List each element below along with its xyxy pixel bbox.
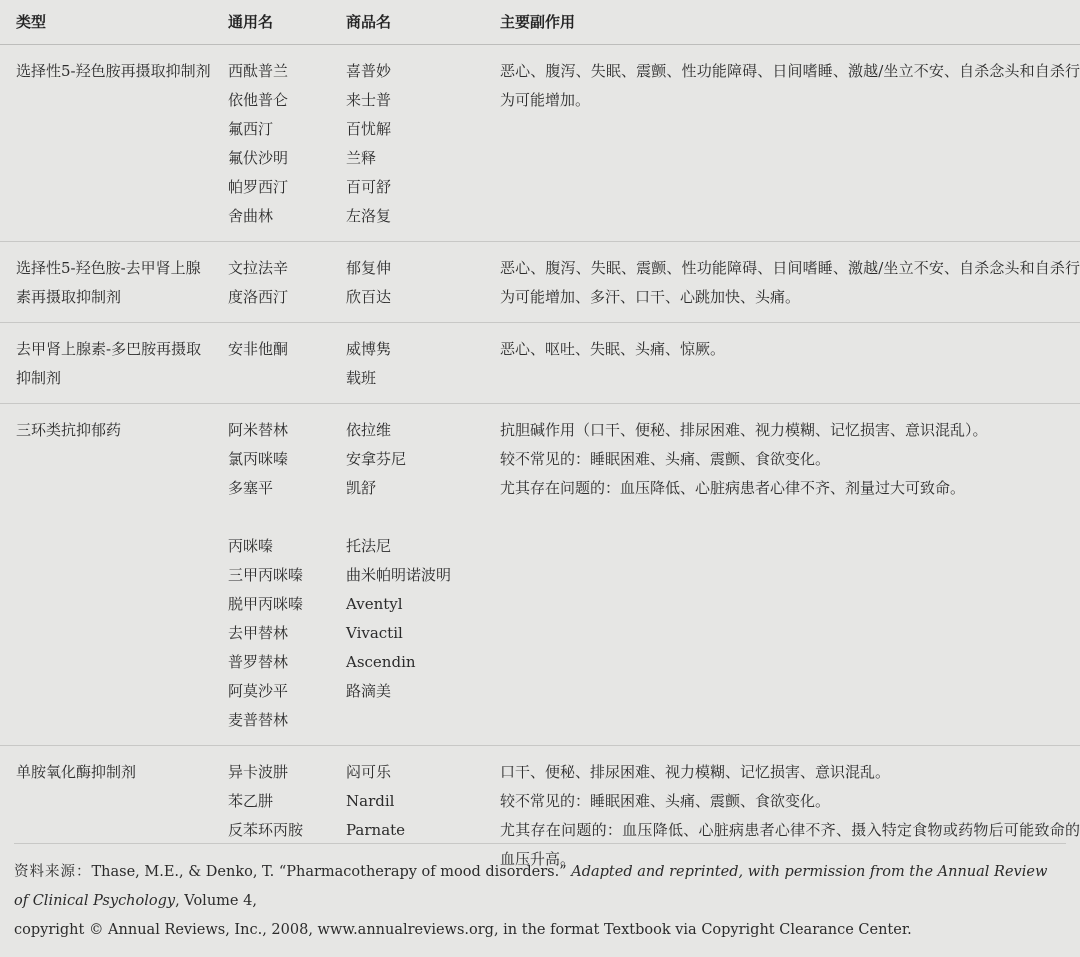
generic-name: 三甲丙咪嗪 bbox=[228, 566, 304, 584]
drug-type: 去甲肾上腺素-多巴胺再摄取抑制剂 bbox=[0, 323, 228, 404]
brand-name: 路滴美 bbox=[346, 682, 392, 700]
brand-name bbox=[346, 503, 500, 532]
brand-name-cell bbox=[346, 242, 500, 323]
brand-name: 曲米帕明诺波明 bbox=[346, 566, 452, 584]
source-label: 资料来源： bbox=[14, 864, 92, 880]
generic-name: 文拉法辛 bbox=[228, 259, 289, 277]
brand-name: 闷可乐 bbox=[346, 763, 392, 781]
side-effects-cell bbox=[500, 323, 1080, 404]
side-effect-text: 较不常见的：睡眠困难、头痛、震颤、食欲变化。 bbox=[500, 792, 831, 810]
side-effect-text: 恶心、呕吐、失眠、头痛、惊厥。 bbox=[500, 340, 726, 358]
drug-type: 三环类抗抑郁药 bbox=[0, 404, 228, 746]
source-footer bbox=[14, 843, 1066, 945]
brand-name: 百忧解 bbox=[346, 120, 392, 138]
side-effects-cell bbox=[500, 242, 1080, 323]
brand-name: 左洛复 bbox=[346, 207, 392, 225]
table-row bbox=[0, 323, 1080, 404]
brand-name: 安拿芬尼 bbox=[346, 450, 407, 468]
drug-type: 选择性5-羟色胺-去甲肾上腺素再摄取抑制剂 bbox=[0, 242, 228, 323]
generic-name: 阿莫沙平 bbox=[228, 682, 289, 700]
side-effects-cell bbox=[500, 45, 1080, 242]
brand-name: Parnate bbox=[346, 821, 406, 839]
citation-text: Thase, M.E., & Denko, T. “Pharmacotherapy of mood disorders.” bbox=[91, 864, 567, 880]
side-effect-text: 口干、便秘、排尿困难、视力模糊、记忆损害、意识混乱。 bbox=[500, 763, 891, 781]
brand-name: 托法尼 bbox=[346, 537, 392, 555]
generic-name: 反苯环丙胺 bbox=[228, 821, 304, 839]
table-row bbox=[0, 404, 1080, 746]
brand-name: 百可舒 bbox=[346, 178, 392, 196]
generic-name: 西酞普兰 bbox=[228, 62, 289, 80]
drug-type: 单胺氧化酶抑制剂 bbox=[0, 746, 228, 885]
brand-name: 喜普妙 bbox=[346, 62, 392, 80]
generic-name: 麦普替林 bbox=[228, 711, 289, 729]
brand-name: 凯舒 bbox=[346, 479, 377, 497]
generic-name: 依他普仑 bbox=[228, 91, 289, 109]
side-effect-text: 恶心、腹泻、失眠、震颤、性功能障碍、日间嗜睡、激越/坐立不安、自杀念头和自杀行为可能增加、多汗、口干、心跳加快、头痛。 bbox=[500, 259, 1080, 306]
generic-name: 丙咪嗪 bbox=[228, 537, 274, 555]
generic-name-cell bbox=[228, 404, 346, 746]
citation-volume: , Volume 4, bbox=[175, 893, 257, 909]
generic-name: 安非他酮 bbox=[228, 340, 289, 358]
side-effect-text: 较不常见的：睡眠困难、头痛、震颤、食欲变化。 bbox=[500, 450, 831, 468]
generic-name: 去甲替林 bbox=[228, 624, 289, 642]
brand-name-cell bbox=[346, 404, 500, 746]
table-header-row bbox=[0, 0, 1080, 45]
brand-name: 来士普 bbox=[346, 91, 392, 109]
table-row bbox=[0, 242, 1080, 323]
brand-name: Vivactil bbox=[346, 624, 403, 642]
generic-name-cell bbox=[228, 323, 346, 404]
header-generic-name: 通用名 bbox=[228, 0, 346, 45]
copyright-line: copyright © Annual Reviews, Inc., 2008, www.annualreviews.org, in the format Textbook via Copyright Clearance Center. bbox=[14, 922, 912, 938]
brand-name: 欣百达 bbox=[346, 288, 392, 306]
generic-name-cell bbox=[228, 242, 346, 323]
side-effect-text: 尤其存在问题的：血压降低、心脏病患者心律不齐、摄入特定食物或药物后可能致命的血压升高。 bbox=[500, 821, 1080, 868]
drug-type: 选择性5-羟色胺再摄取抑制剂 bbox=[16, 62, 211, 80]
brand-name-cell bbox=[346, 323, 500, 404]
side-effect-text: 抗胆碱作用（口干、便秘、排尿困难、视力模糊、记忆损害、意识混乱）。 bbox=[500, 421, 988, 439]
header-brand-name: 商品名 bbox=[346, 0, 500, 45]
brand-name: Ascendin bbox=[346, 653, 416, 671]
generic-name: 脱甲丙咪嗪 bbox=[228, 595, 304, 613]
generic-name: 舍曲林 bbox=[228, 207, 274, 225]
generic-name bbox=[228, 503, 346, 532]
brand-name: 威博隽 bbox=[346, 340, 392, 358]
generic-name: 普罗替林 bbox=[228, 653, 289, 671]
generic-name: 帕罗西汀 bbox=[228, 178, 289, 196]
citation-italic: Adapted and reprinted, with permission from the Annual Review of Clinical Psychology bbox=[14, 864, 1048, 909]
brand-name: Aventyl bbox=[346, 595, 403, 613]
source-citation bbox=[14, 858, 1066, 916]
generic-name: 多塞平 bbox=[228, 479, 274, 497]
generic-name: 氯丙咪嗪 bbox=[228, 450, 289, 468]
generic-name: 氟西汀 bbox=[228, 120, 274, 138]
header-side-effects: 主要副作用 bbox=[500, 0, 1080, 45]
side-effect-text: 尤其存在问题的：血压降低、心脏病患者心律不齐、剂量过大可致命。 bbox=[500, 479, 966, 497]
brand-name: 郁复伸 bbox=[346, 259, 392, 277]
generic-name: 氟伏沙明 bbox=[228, 149, 289, 167]
generic-name-cell bbox=[228, 45, 346, 242]
table-row bbox=[0, 45, 1080, 242]
brand-name: 载班 bbox=[346, 369, 377, 387]
generic-name: 阿米替林 bbox=[228, 421, 289, 439]
generic-name: 度洛西汀 bbox=[228, 288, 289, 306]
side-effects-cell bbox=[500, 404, 1080, 746]
generic-name: 苯乙肼 bbox=[228, 792, 274, 810]
brand-name: Nardil bbox=[346, 792, 395, 810]
generic-name: 异卡波肼 bbox=[228, 763, 289, 781]
brand-name: 依拉维 bbox=[346, 421, 392, 439]
side-effect-text: 恶心、腹泻、失眠、震颤、性功能障碍、日间嗜睡、激越/坐立不安、自杀念头和自杀行为可能增加。 bbox=[500, 62, 1080, 109]
brand-name: 兰释 bbox=[346, 149, 377, 167]
header-type: 类型 bbox=[0, 0, 228, 45]
brand-name-cell bbox=[346, 45, 500, 242]
